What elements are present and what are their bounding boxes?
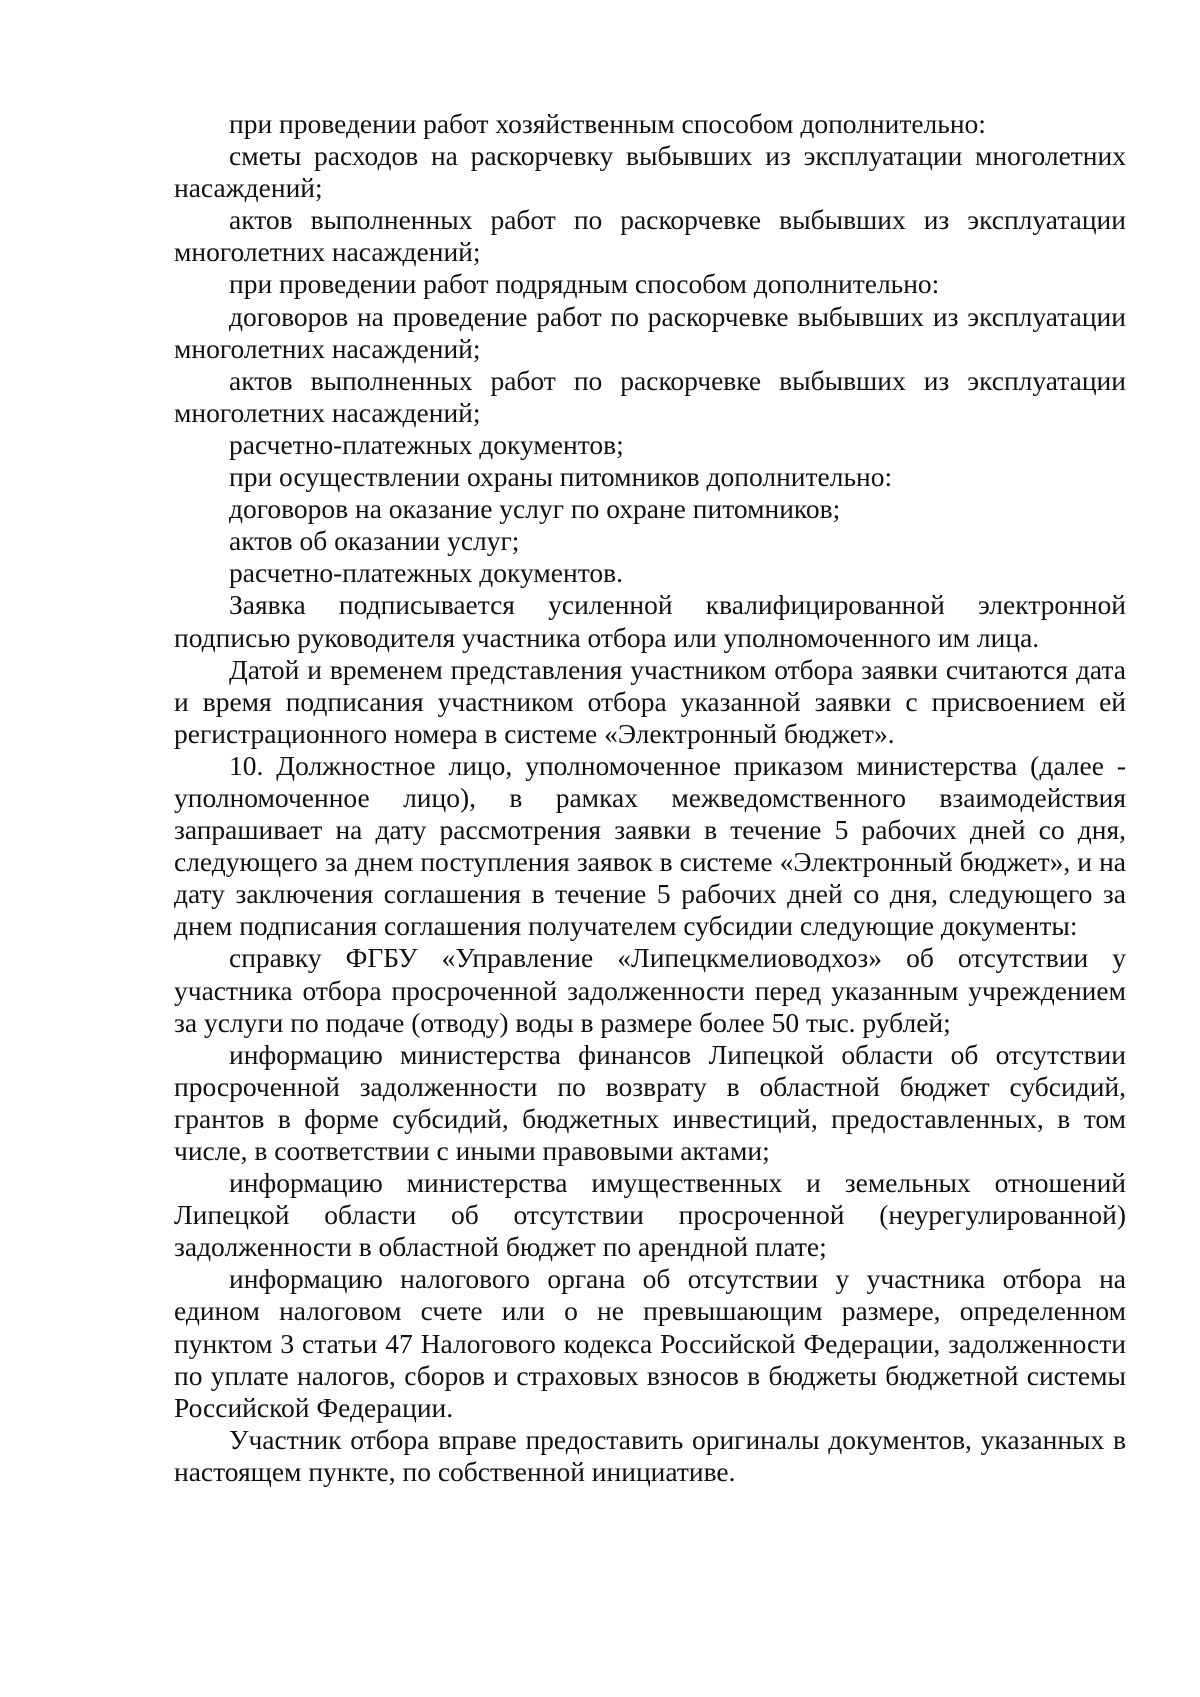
paragraph-service-acts: актов об оказании услуг;: [229, 525, 520, 557]
document-page: [174, 108, 1126, 1488]
paragraph-payment-documents-final: расчетно-платежных документов.: [229, 557, 623, 589]
paragraph-submission-date: Датой и временем представления участником отбора заявки считаются дата и время подписания участником отбора указанной заявки с присвоением ей регистрационного номера в системе «Электронный бюджет».: [174, 653, 1126, 749]
paragraph-originals: Участник отбора вправе предоставить оригиналы документов, указанных в настоящем пункте, по собственной инициативе.: [174, 1423, 1126, 1487]
paragraph-tax-info: информацию налогового органа об отсутствии у участника отбора на едином налоговом счете или о не превышающим размере, определенном пунктом 3 статьи 47 Налогового кодекса Российской Федерации, задолженности по уплате налогов, сборов и страховых взносов в бюджеты бюджетной системы Российской Федерации.: [174, 1263, 1126, 1423]
paragraph-economic-method: при проведении работ хозяйственным способом дополнительно:: [229, 108, 986, 139]
paragraph-work-acts: актов выполненных работ по раскорчевке выбывших из эксплуатации многолетних насаждений;: [174, 204, 1126, 268]
paragraph-work-acts-contract: актов выполненных работ по раскорчевке выбывших из эксплуатации многолетних насаждений;: [174, 364, 1126, 428]
paragraph-contract-method: при проведении работ подрядным способом дополнительно:: [229, 268, 940, 300]
paragraph-application-signature: Заявка подписывается усиленной квалифицированной электронной подписью руководителя участника отбора или уполномоченного им лица.: [174, 589, 1126, 653]
paragraph-finance-info: информацию министерства финансов Липецкой области об отсутствии просроченной задолженности по возврату в областной бюджет субсидий, грантов в форме субсидий, бюджетных инвестиций, предоставленных, в том числе, в соответствии с иными правовыми актами;: [174, 1038, 1126, 1166]
paragraph-contracts: договоров на проведение работ по раскорчевке выбывших из эксплуатации многолетних насаждений;: [174, 300, 1126, 364]
paragraph-item-10: 10. Должностное лицо, уполномоченное приказом министерства (далее - уполномоченное лицо), в рамках межведомственного взаимодействия запрашивает на дату рассмотрения заявки в течение 5 рабочих дней со дня, следующего за днем поступления заявок в системе «Электронный бюджет», и на дату заключения соглашения в течение 5 рабочих дней со дня, следующего за днем подписания соглашения получателем субсидии следующие документы:: [174, 749, 1126, 942]
paragraph-cost-estimates: сметы расходов на раскорчевку выбывших из эксплуатации многолетних насаждений;: [174, 140, 1126, 204]
paragraph-nursery-protection: при осуществлении охраны питомников дополнительно:: [229, 461, 893, 493]
paragraph-protection-contracts: договоров на оказание услуг по охране питомников;: [229, 493, 841, 525]
paragraph-payment-documents: расчетно-платежных документов;: [229, 428, 624, 460]
paragraph-certificate: справку ФГБУ «Управление «Липецкмелиоводхоз» об отсутствии у участника отбора просроченной задолженности перед указанным учреждением за услуги по подаче (отводу) воды в размере более 50 тыс. рублей;: [174, 942, 1126, 1038]
paragraph-property-info: информацию министерства имущественных и земельных отношений Липецкой области об отсутствии просроченной (неурегулированной) задолженности в областной бюджет по арендной плате;: [174, 1167, 1126, 1263]
